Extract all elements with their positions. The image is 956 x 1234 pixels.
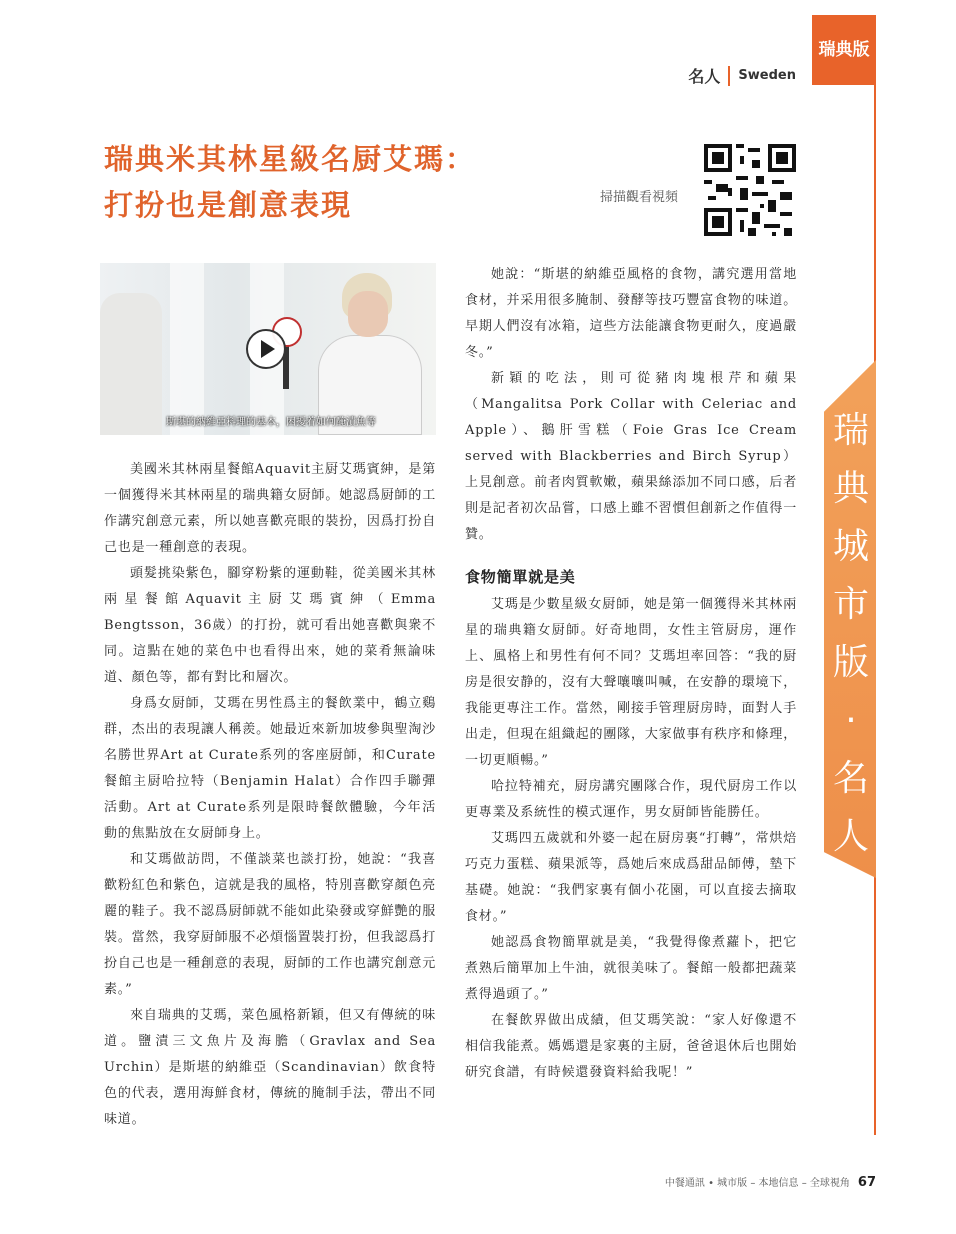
edition-tab: 瑞典版 (812, 15, 876, 85)
footer-text: 中餐通訊 • 城市版 – 本地信息 – 全球視角 (664, 1178, 850, 1189)
paragraph: 她認爲食物簡單就是美，“我覺得像煮蘿卜，把它煮熟后簡單加上牛油，就很美味了。餐館一般都把蔬菜煮得過頭了。” (465, 935, 797, 1002)
title-line-1: 瑞典米其林星級名厨艾瑪： (104, 142, 477, 176)
banner-char: 人 (832, 816, 869, 857)
video-subtitle: 斯堪的納維亞料理的基本，困擾着如何醃漬魚等 (166, 417, 376, 428)
chef-emma (312, 273, 424, 435)
paragraph: 來自瑞典的艾瑪，菜色風格新穎，但又有傳統的味道。鹽漬三文魚片及海膽（Gravlax and Sea Urchin）是斯堪的納維亞（Scandinavian）飲食特色的代表，選用海鮮食材，傳統的腌制手法，帶出不同味道。 (104, 1008, 436, 1127)
section-cn: 名人 (688, 67, 721, 86)
chef-face (348, 291, 388, 337)
page-footer (665, 1174, 876, 1190)
paragraph: 在餐飲界做出成績，但艾瑪笑說：“家人好像還不相信我能煮。媽媽還是家裏的主厨，爸爸退休后也開始研究食譜，有時候還發資料給我呢！” (465, 1013, 797, 1080)
paragraph: 她說：“斯堪的納維亞風格的食物，講究選用當地食材，并采用很多腌制、發酵等技巧豐富食物的味道。早期人們沒有冰箱，這些方法能讓食物更耐久，度過嚴冬。” (465, 267, 797, 360)
play-icon[interactable] (246, 329, 286, 369)
banner-char: 瑞 (832, 410, 869, 451)
banner-char: 市 (832, 584, 869, 625)
curtain (170, 263, 204, 435)
section-header (688, 64, 796, 87)
banner-char: 版 (832, 642, 869, 683)
left-column (104, 457, 436, 1133)
video-thumbnail[interactable] (100, 263, 436, 435)
paragraph: 和艾瑪做訪問，不僅談菜也談打扮，她說：“我喜歡粉紅色和紫色，這就是我的風格，特別喜歡穿顏色亮麗的鞋子。我不認爲厨師就不能如此染發或穿鮮艷的服裝。當然，我穿厨師服不必煩惱置裝打扮，但我認爲打扮自己也是一種創意的表現，厨師的工作也講究創意元素。” (104, 852, 436, 997)
paragraph: 新穎的吃法，則可從豬肉塊根芹和蘋果（Mangalitsa Pork Collar with Celeriac and Apple）、鵝肝雪糕（Foie Gras Ice Cream served with Blackberries and Birch Syrup）上見創意。前者肉質軟嫩，蘋果絲添加不同口感，后者則是記者初次品嘗，口感上雖不習慣但創新之作值得一贊。 (465, 371, 797, 542)
article-title (104, 136, 476, 228)
title-line-2: 打扮也是創意表現 (104, 188, 353, 222)
side-banner-text (826, 402, 876, 866)
paragraph: 艾瑪四五歲就和外婆一起在厨房裏“打轉”，常烘焙巧克力蛋糕、蘋果派等，爲她后來成爲甜品師傅，墊下基礎。她說：“我們家裏有個小花園，可以直接去摘取食材。” (465, 831, 797, 924)
banner-char: 名 (832, 758, 869, 799)
banner-char: 典 (832, 468, 869, 509)
right-column (465, 262, 797, 1086)
qr-label: 掃描觀看視頻 (600, 190, 679, 205)
page-number: 67 (857, 1175, 876, 1190)
paragraph: 頭髮挑染紫色，腳穿粉紫的運動鞋，從美國米其林兩星餐館Aquavit主厨艾瑪賓紳（Emma Bengtsson，36歲）的打扮，就可看出她喜歡與衆不同。這點在她的菜色中也看得出來，她的菜肴無論味道、顏色等，都有對比和層次。 (104, 566, 436, 685)
section-divider (728, 66, 730, 86)
banner-char: · (845, 700, 857, 741)
paragraph: 哈拉特補充，厨房講究團隊合作，現代厨房工作以更專業及系統性的模式運作，男女厨師皆能勝任。 (465, 779, 797, 820)
section-en: Sweden (738, 68, 796, 83)
subheading: 食物簡單就是美 (465, 568, 576, 586)
paragraph: 艾瑪是少數星級女厨師，她是第一個獲得米其林兩星的瑞典籍女厨師。好奇地問，女性主管厨房，運作上、風格上和男性有何不同？艾瑪坦率回答：“我的厨房是很安静的，沒有大聲嚷嚷叫喊，在安静的環境下，我能更專注工作。當然，剛接手管理厨房時，面對人手出走，但現在組織起的團隊，大家做事有秩序和條理，一切更順暢。” (465, 597, 797, 768)
chef-left (100, 293, 162, 435)
paragraph: 身爲女厨師，艾瑪在男性爲主的餐飲業中，鶴立鷄群，杰出的表現讓人稱羨。她最近來新加坡參與聖淘沙名勝世界Art at Curate系列的客座厨師，和Curate餐館主厨哈拉特（Benjamin Halat）合作四手聯彈活動。Art at Curate系列是限時餐飲體驗，今年活動的焦點放在女厨師身上。 (104, 696, 436, 841)
banner-char: 城 (832, 526, 869, 567)
qr-code-icon[interactable] (704, 144, 796, 236)
paragraph: 美國米其林兩星餐館Aquavit主厨艾瑪賓紳，是第一個獲得米其林兩星的瑞典籍女厨師。她認爲厨師的工作講究創意元素，所以她喜歡亮眼的裝扮，因爲打扮自己也是一種創意的表現。 (104, 462, 436, 555)
